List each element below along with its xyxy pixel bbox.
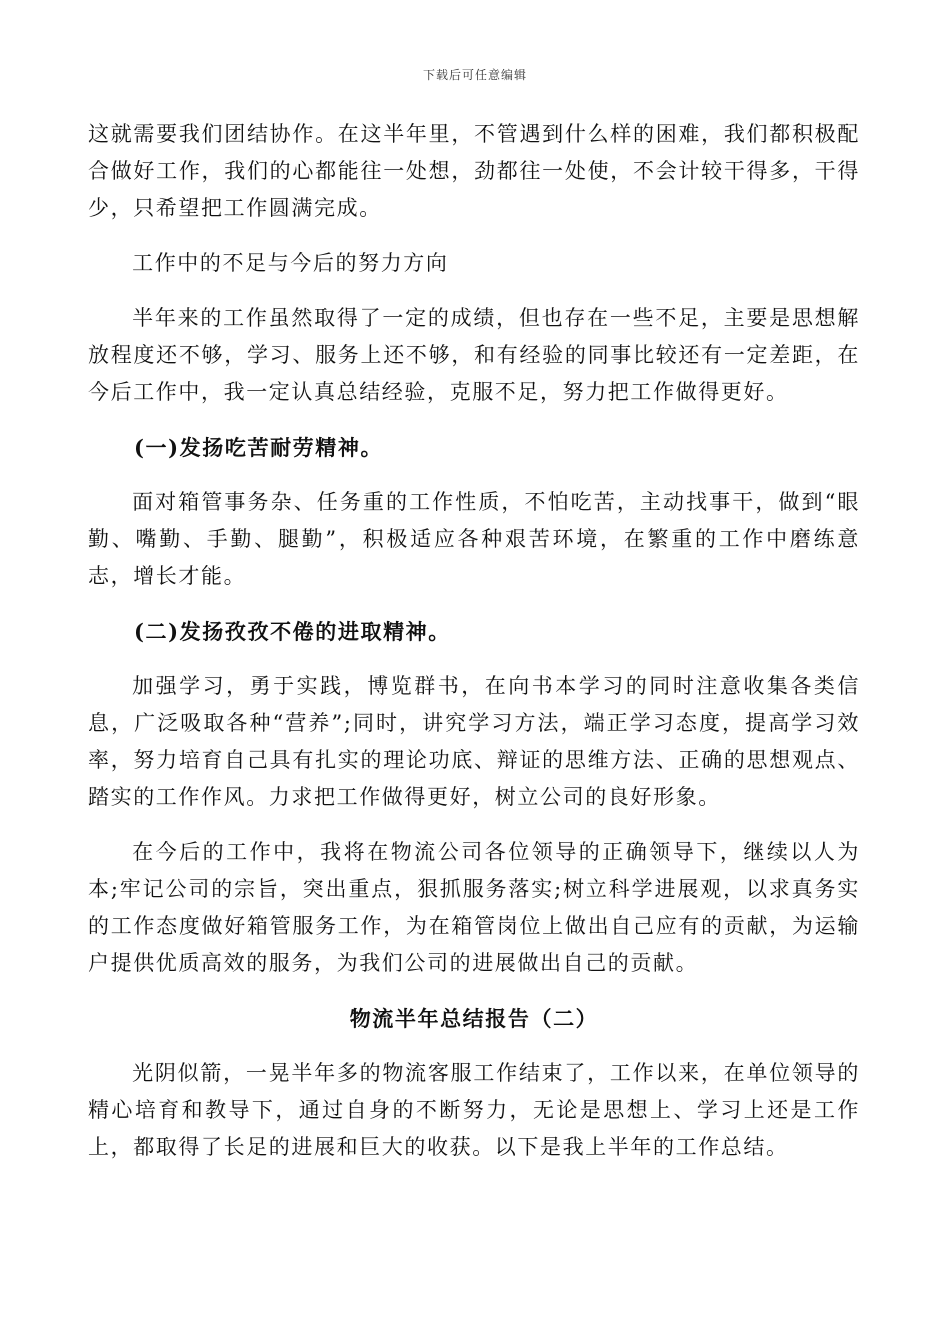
paragraph-teamwork: 这就需要我们团结协作。在这半年里，不管遇到什么样的困难，我们都积极配合做好工作，我们的心都能往一处想，劲都往一处使，不会计较干得多，干得少，只希望把工作圆满完成。: [88, 122, 860, 220]
paragraph-report-intro: 光阴似箭，一晃半年多的物流客服工作结束了，工作以来，在单位领导的精心培育和教导下，通过自身的不断努力，无论是思想上、学习上还是工作上，都取得了长足的进展和巨大的收获。以下是我上半年的工作总结。: [88, 1061, 860, 1159]
section-heading-shortcomings: 工作中的不足与今后的努力方向: [132, 251, 449, 275]
report-title-two: 物流半年总结报告（二）: [349, 1006, 599, 1031]
paragraph-hardwork: 面对箱管事务杂、任务重的工作性质，不怕吃苦，主动找事干，做到“眼勤、嘴勤、手勤、腿勤”，积极适应各种艰苦环境，在繁重的工作中磨练意志，增长才能。: [88, 490, 860, 588]
document-body: [88, 116, 860, 1184]
paragraph-learning: 加强学习，勇于实践，博览群书，在向书本学习的同时注意收集各类信息，广泛吸取各种“营养”;同时，讲究学习方法，端正学习态度，提高学习效率，努力培育自己具有扎实的理论功底、辩证的思维方法、正确的思想观点、踏实的工作作风。力求把工作做得更好，树立公司的良好形象。: [88, 674, 860, 809]
paragraph-future-work: 在今后的工作中，我将在物流公司各位领导的正确领导下，继续以人为本;牢记公司的宗旨，突出重点，狠抓服务落实;树立科学进展观，以求真务实的工作态度做好箱管服务工作，为在箱管岗位上做出自己应有的贡献，为运输户提供优质高效的服务，为我们公司的进展做出自己的贡献。: [88, 840, 860, 975]
section-heading-progress: (二)发扬孜孜不倦的进取精神。: [134, 619, 451, 644]
paragraph-shortcomings: 半年来的工作虽然取得了一定的成绩，但也存在一些不足，主要是思想解放程度还不够，学习、服务上还不够，和有经验的同事比较还有一定差距，在今后工作中，我一定认真总结经验，克服不足，努力把工作做得更好。: [88, 306, 860, 404]
section-heading-hardwork: (一)发扬吃苦耐劳精神。: [134, 435, 384, 460]
page-header-note: 下载后可任意编辑: [422, 68, 527, 82]
